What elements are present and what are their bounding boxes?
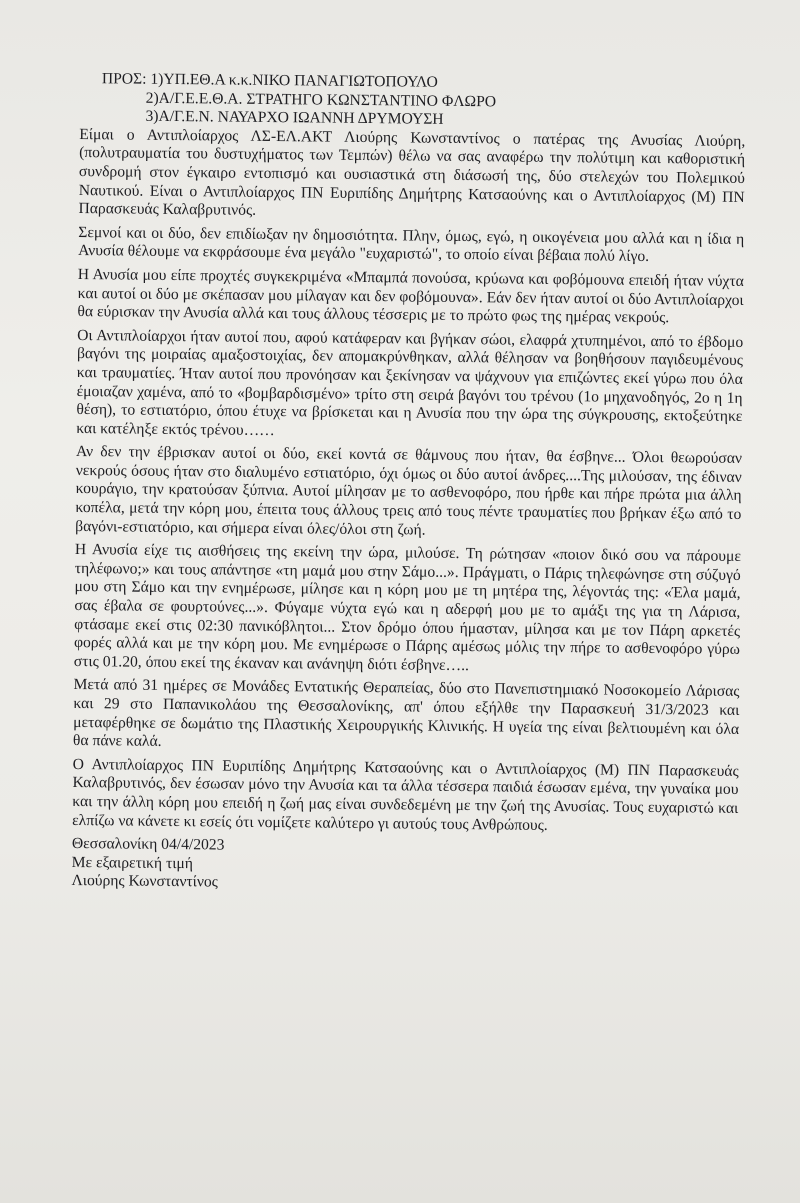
salutation: Με εξαιρετική τιμή <box>71 853 194 872</box>
recipient-line: ΠΡΟΣ: 1)ΥΠ.ΕΘ.Α κ.κ.ΝΙΚΟ ΠΑΝΑΓΙΩΤΟΠΟΥΛΟ <box>101 70 438 91</box>
paragraph: Είμαι ο Αντιπλοίαρχος ΛΣ-ΕΛ.ΑΚΤ Λιούρης Κωνσταντίνος ο πατέρας της Ανυσίας Λιούρη, (πολυτραυματία του δυστυχήματος των Τεμπών) θέλω να σας αναφέρω την πολύτιμη και καθοριστική συνδρομή στον έγκαιρο εντοπισμό και ουσιαστικά στη διάσωσή της, δύο στελεχών του Πολεμικού Ναυτικού. Είναι ο Αντιπλοίαρχος ΠΝ Ευριπίδης Δημήτρης Κατσαούνης και ο Αντιπλοίαρχος (Μ) ΠΝ Παρασκευάς Καλαβρυτινός. <box>78 125 746 220</box>
paragraph: Η Ανυσία μου είπε προχτές συγκεκριμένα «Μπαμπά πονούσα, κρύωνα και φοβόμουνα επειδή ήταν νύχτα και αυτοί οι δύο με σκέπασαν μου μίλαγαν και δεν φοβόμουνα». Εάν δεν ήταν αυτοί οι δύο Αντιπλοίαρχοι θα εύρισκαν την Ανυσία αλλά και τους άλλους τέσσερις με το πρώτο φως της ημέρας νεκρούς. <box>77 265 744 327</box>
paragraph: Ο Αντιπλοίαρχος ΠΝ Ευριπίδης Δημήτρης Κατσαούνης και ο Αντιπλοίαρχος (Μ) ΠΝ Παρασκευάς Καλαβρυτινός, δεν έσωσαν μόνο την Ανυσία και τα άλλα τέσσερα παιδιά έσωσαν εμένα, την γυναίκα μου και την άλλη κόρη μου επειδή η ζωή μας είναι συνδεδεμένη με την ζωή της Ανυσίας. Τους ευχαριστώ και ελπίζω να κάνετε κι εσείς ότι νομίζετε καλύτερο γι αυτούς τους Ανθρώπους. <box>72 755 739 834</box>
paragraph: Μετά από 31 ημέρες σε Μονάδες Εντατικής Θεραπείας, δύο στο Πανεπιστημιακό Νοσοκομείο Λάρισας και 29 στο Παπανικολάου της Θεσσαλονίκης, απ' όπου εξήλθε την Παρασκευή 31/3/2023 και μεταφέρθηκε σε δωμάτιο της Πλαστικής Χειρουργικής Κλινικής. Η υγεία της είναι βελτιουμένη και όλα θα πάνε καλά. <box>72 676 740 751</box>
recipient-line: 2)Α/Γ.Ε.Ε.Θ.Α. ΣΤΡΑΤΗΓΟ ΚΩΝΣΤΑΝΤΙΝΟ ΦΛΩΡΟ <box>145 89 497 110</box>
paragraph: Αν δεν την έβρισκαν αυτοί οι δύο, εκεί κοντά σε θάμνους που ήταν, θα έσβηνε... Όλοι θεωρούσαν νεκρούς όσους ήταν στο διαλυμένο εστιατόριο, όχι όμως οι δύο αυτοί άνδρες....Της μιλούσαν, της έδιναν κουράγιο, την κρατούσαν ξύπνια. Αυτοί μίλησαν με το ασθενοφόρο, που ήρθε και πήρε πρώτα μια άλλη κοπέλα, μετά την κόρη μου, έπειτα τους άλλους τρεις από τους πέντε τραυματίες που βρήκαν έξω από το βαγόνι-εστιατόριο, και σήμερα είναι όλες/όλοι στη ζωή. <box>75 443 743 539</box>
recipients-block <box>101 70 746 133</box>
signature-name: Λιούρης Κωνσταντίνος <box>71 872 218 891</box>
recipient-line: 3)Α/Γ.Ε.Ν. ΝΑΥΑΡΧΟ ΙΩΑΝΝΗ ΔΡΥΜΟΥΣΗ <box>145 107 444 128</box>
paragraph: Η Ανυσία είχε τις αισθήσεις της εκείνη την ώρα, μιλούσε. Τη ρώτησαν «ποιον δικό σου να πάρουμε τηλέφωνο;» και τους απάντησε «τη μαμά μου στην Σάμο...». Πράγματι, ο Πάρις τηλεφώνησε στη σύζυγό μου στη Σάμο και την ενημέρωσε, μίλησε και η κόρη μου με τη μητέρα της, λέγοντάς της: «Έλα μαμά, σας έβαλα σε φουρτούνες...». Φύγαμε νύχτα εγώ και η αδερφή μου με το αμάξι της για τη Λάρισα, φτάσαμε εκεί στις 02:30 πανικόβλητοι... Στον δρόμο όπου ήμασταν, μίλησα και με τον Πάρη αρκετές φορές αλλά και με την κόρη μου. Με ενημέρωσε ο Πάρης αμέσως μόλις την πήρε το ασθενοφόρο γύρω στις 01.20, όπου εκεί της έκαναν και ανάνηψη διότι έσβηνε….. <box>73 541 742 674</box>
paragraph: Οι Αντιπλοίαρχοι ήταν αυτοί που, αφού κατάφεραν και βγήκαν σώοι, ελαφρά χτυπημένοι, από το έβδομο βαγόνι της μοιραίας αμαξοστοιχίας, δεν απομακρύνθηκαν, αλλά θέλησαν να βοηθήσουν παγιδευμένους και τραυματίες. Ήταν αυτοί που προνόησαν και ξεκίνησαν να ψάχνουν για επιζώντες εκεί γύρω που όλα έμοιαζαν χαμένα, από το «βομβαρδισμένο» τρίτο στη σειρά βαγόνι του τρένου (1ο μηχανοδηγός, 2ο η 1η θέση), το εστιατόριο, όπου έτυχε να βρίσκεται και η Ανυσία που την ώρα της σύγκρουσης, εκτοξεύτηκε και κατέληξε εκτός τρένου…… <box>76 326 744 439</box>
closing-block <box>71 835 738 898</box>
letter-body <box>71 70 746 898</box>
place-date: Θεσσαλονίκη 04/4/2023 <box>71 835 225 854</box>
paragraph: Σεμνοί και οι δύο, δεν επιδίωξαν ην δημοσιότητα. Πλην, όμως, εγώ, η οικογένεια μου αλλά και η ίδια η Ανυσία θέλουμε να εκφράσουμε ένα μεγάλο "ευχαριστώ", το οποίο είναι βέβαια πολύ λίγο. <box>78 223 745 266</box>
